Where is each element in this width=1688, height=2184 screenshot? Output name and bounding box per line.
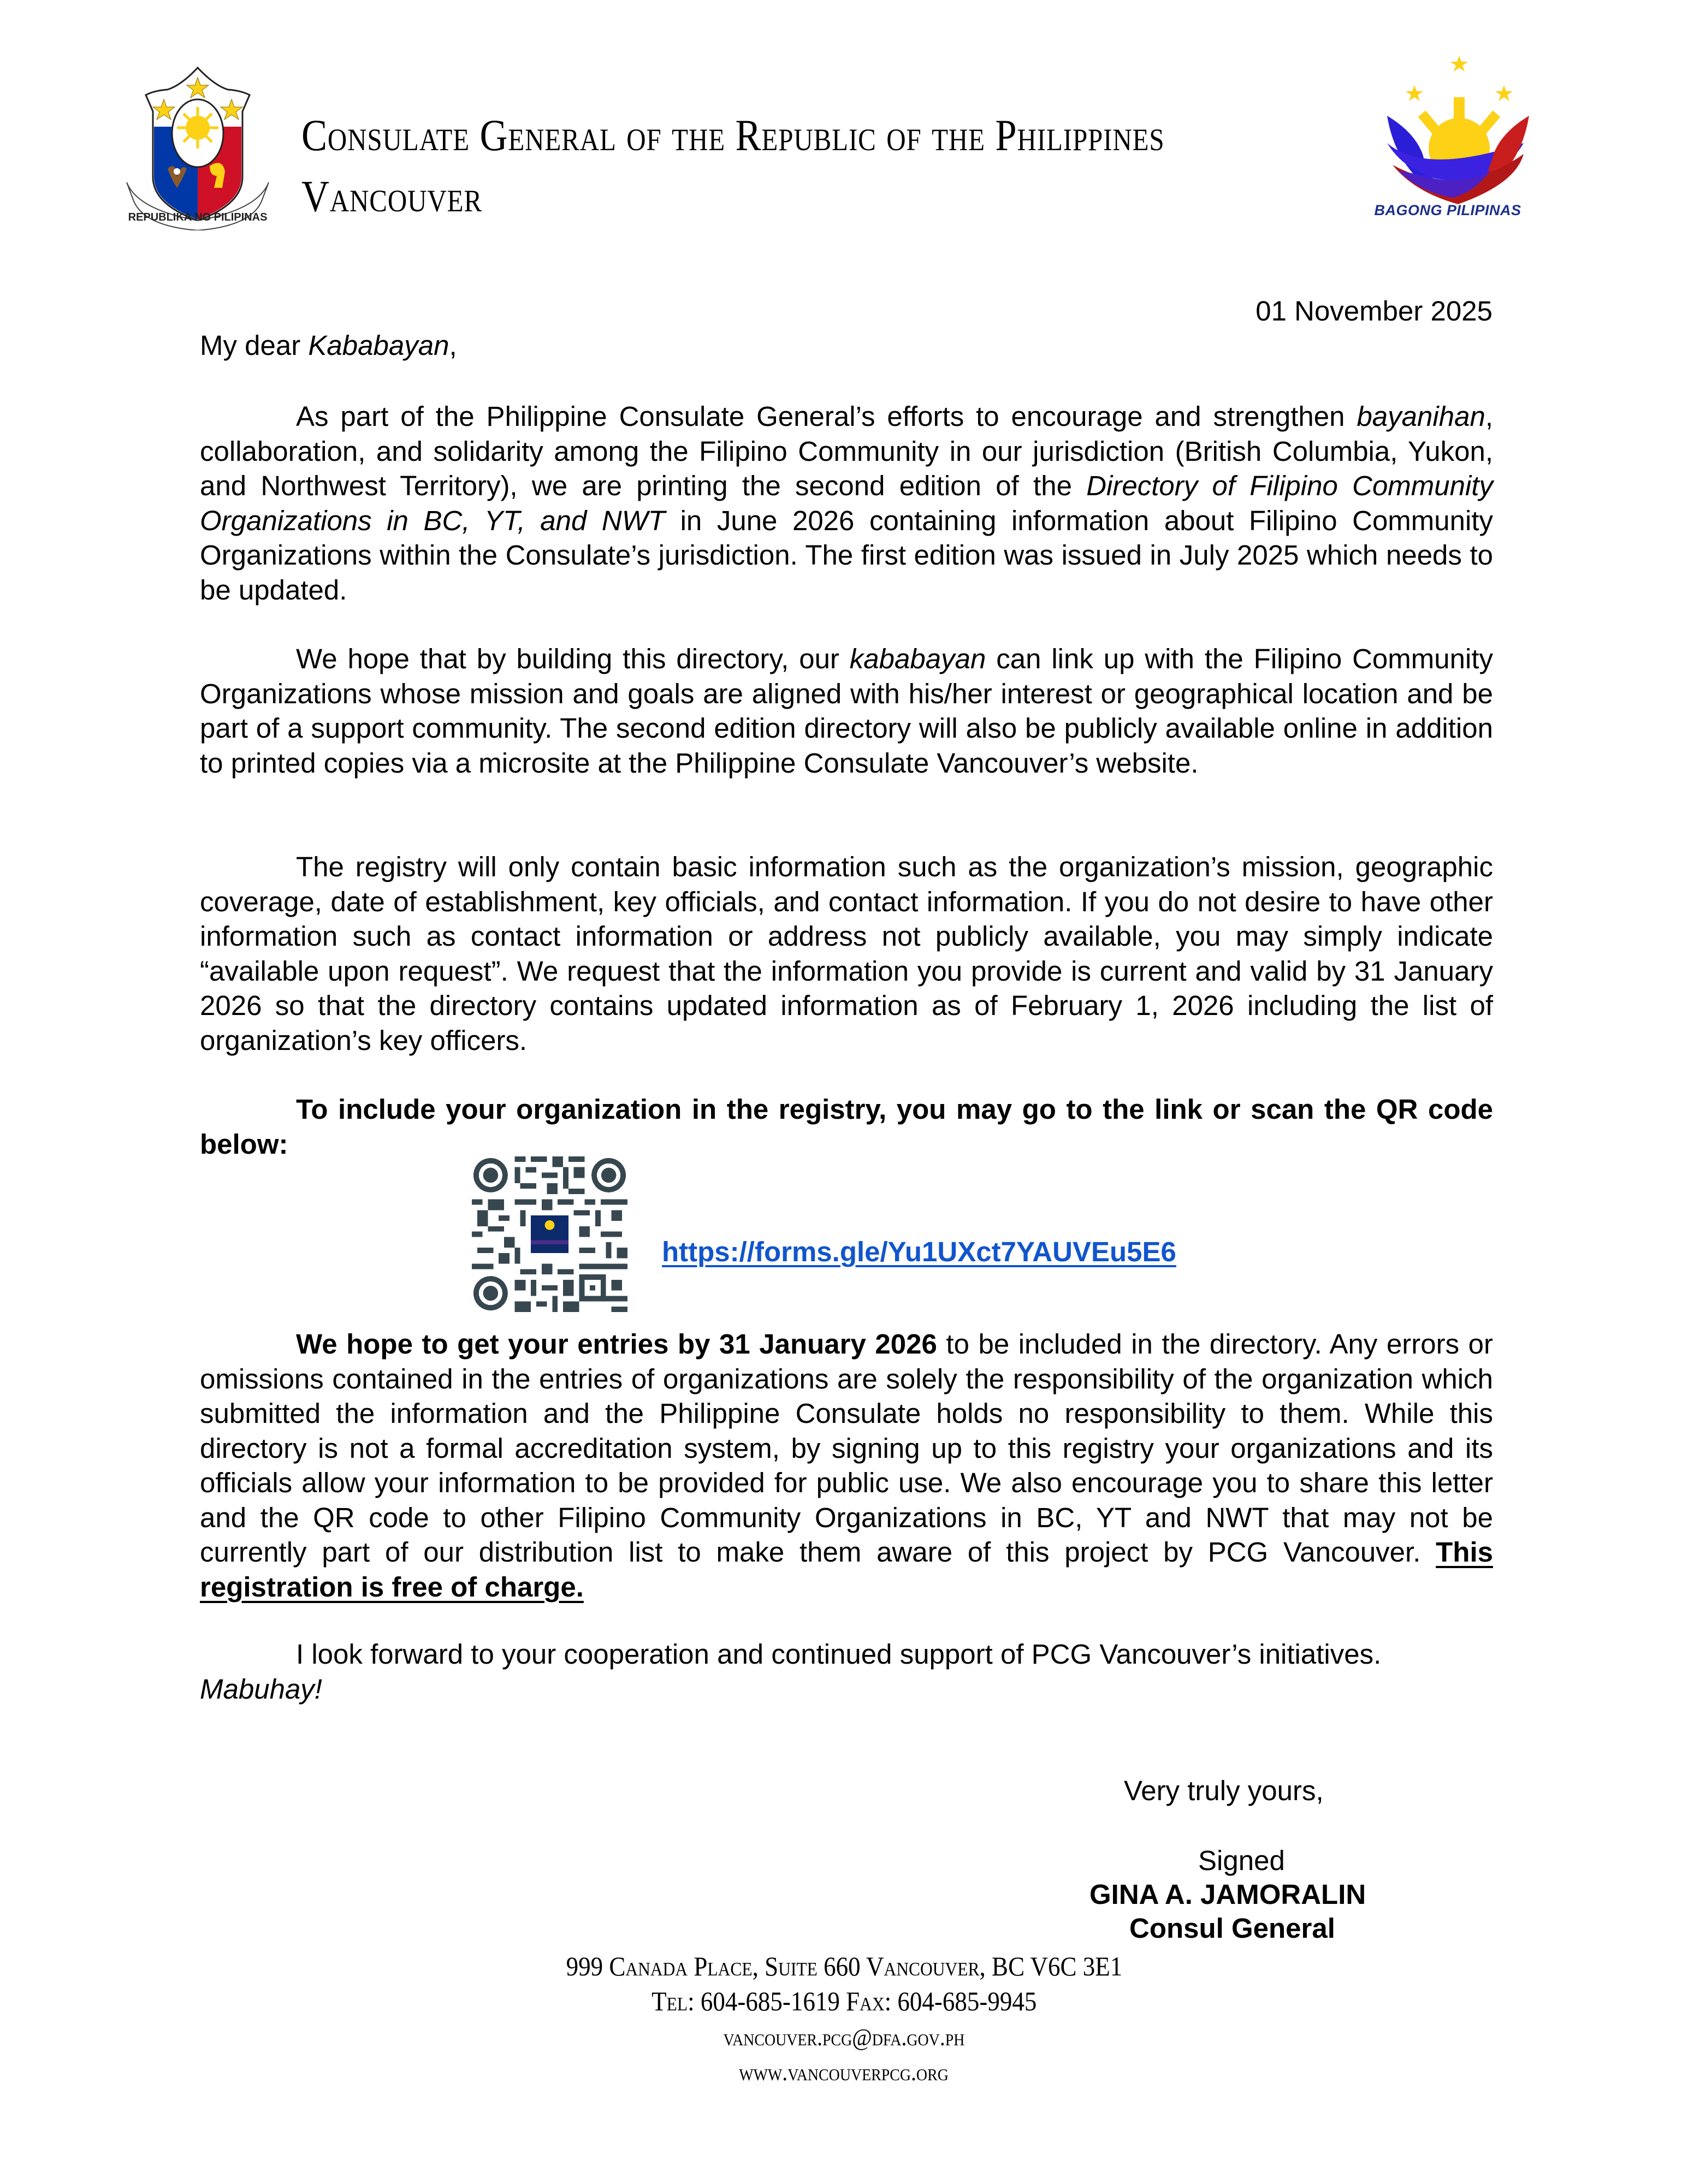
mabuhay-text: Mabuhay! — [200, 1673, 322, 1705]
bagong-pilipinas-logo-icon — [1376, 45, 1540, 225]
consulate-title — [301, 105, 1165, 227]
signer-name: GINA A. JAMORALIN — [1089, 1879, 1366, 1910]
paragraph-benefits: We hope that by building this directory, our kababayan can link up with the Filipino Community Organizations whose mission and goals are aligned with his/her interest or geographical location and be part of a support community. The second edition directory will also be publicly available online in addition to printed copies via a microsite at the Philippine Consulate Vancouver’s website. — [200, 643, 1493, 779]
paragraph-registry-info: The registry will only contain basic information such as the organization’s mission, geographic coverage, date of establishment, key officials, and contact information. If you do not desire to have other information such as contact information or address not publicly available, you may simply indicate “available upon request”. We request that the information you provide is current and valid by 31 January 2026 so that the directory contains updated information as of February 1, 2026 including the list of organization’s key officers. — [200, 851, 1493, 1056]
footer-phones: Tel: 604-685-1619 Fax: 604-685-9945 — [651, 1986, 1037, 2016]
footer-email[interactable]: vancouver.pcg@dfa.gov.ph — [723, 2024, 965, 2051]
closing-phrase: Very truly yours, — [1124, 1775, 1324, 1806]
paragraph-instructions: To include your organization in the registry, you may go to the link or scan the QR code below: — [200, 1094, 1493, 1160]
paragraph-purpose: As part of the Philippine Consulate General’s efforts to encourage and strengthen bayanihan, collaboration, and solidarity among the Filipino Community in our jurisdiction (British Columbia, Yukon, and Northwest Territory), we are printing the second edition of the Directory of Filipino Community Organizations in BC, YT, and NWT in June 2026 containing information about Filipino Community Organizations within the Consulate’s jurisdiction. The first edition was issued in July 2025 which needs to be updated. — [200, 401, 1494, 606]
bagong-pilipinas-label: BAGONG PILIPINAS — [1374, 202, 1521, 218]
signer-title: Consul General — [1129, 1913, 1335, 1944]
signed-label: Signed — [1198, 1845, 1285, 1876]
registration-qr-code[interactable] — [472, 1156, 627, 1312]
paragraph-closing: I look forward to your cooperation and continued support of PCG Vancouver’s initiatives. Mabuhay! — [200, 1639, 1382, 1705]
letter-date: 01 November 2025 — [1255, 295, 1492, 327]
consulate-title-line2: Vancouver — [301, 171, 483, 221]
svg-text:REPUBLIKA NG PILIPINAS: REPUBLIKA NG PILIPINAS — [128, 211, 268, 223]
registration-form-link[interactable]: https://forms.gle/Yu1UXct7YAUVEu5E6 — [662, 1236, 1176, 1267]
footer-address: 999 Canada Place, Suite 660 Vancouver, BC V6C 3E1 — [566, 1951, 1122, 1981]
salutation: My dear Kababayan, — [200, 330, 457, 361]
free-of-charge-notice: This registration is free of charge. — [200, 1536, 1493, 1603]
footer-website[interactable]: www.vancouverpcg.org — [739, 2059, 949, 2086]
philippine-coat-of-arms-icon — [116, 57, 280, 230]
consulate-title-line1: Consulate General of the Republic of the Philippines — [301, 110, 1165, 160]
paragraph-deadline-disclaimer: We hope to get your entries by 31 January 2026 to be included in the directory. Any errors or omissions contained in the entries of organizations are solely the responsibility of the organization which submitted the information and the Philippine Consulate holds no responsibility to them. While this directory is not a formal accreditation system, by signing up to this registry your organizations and its officials allow your information to be provided for public use. We also encourage you to share this letter and the QR code to other Filipino Community Organizations in BC, YT and NWT that may not be currently part of our distribution list to make them aware of this project by PCG Vancouver. This registration is free of charge. — [200, 1328, 1493, 1603]
